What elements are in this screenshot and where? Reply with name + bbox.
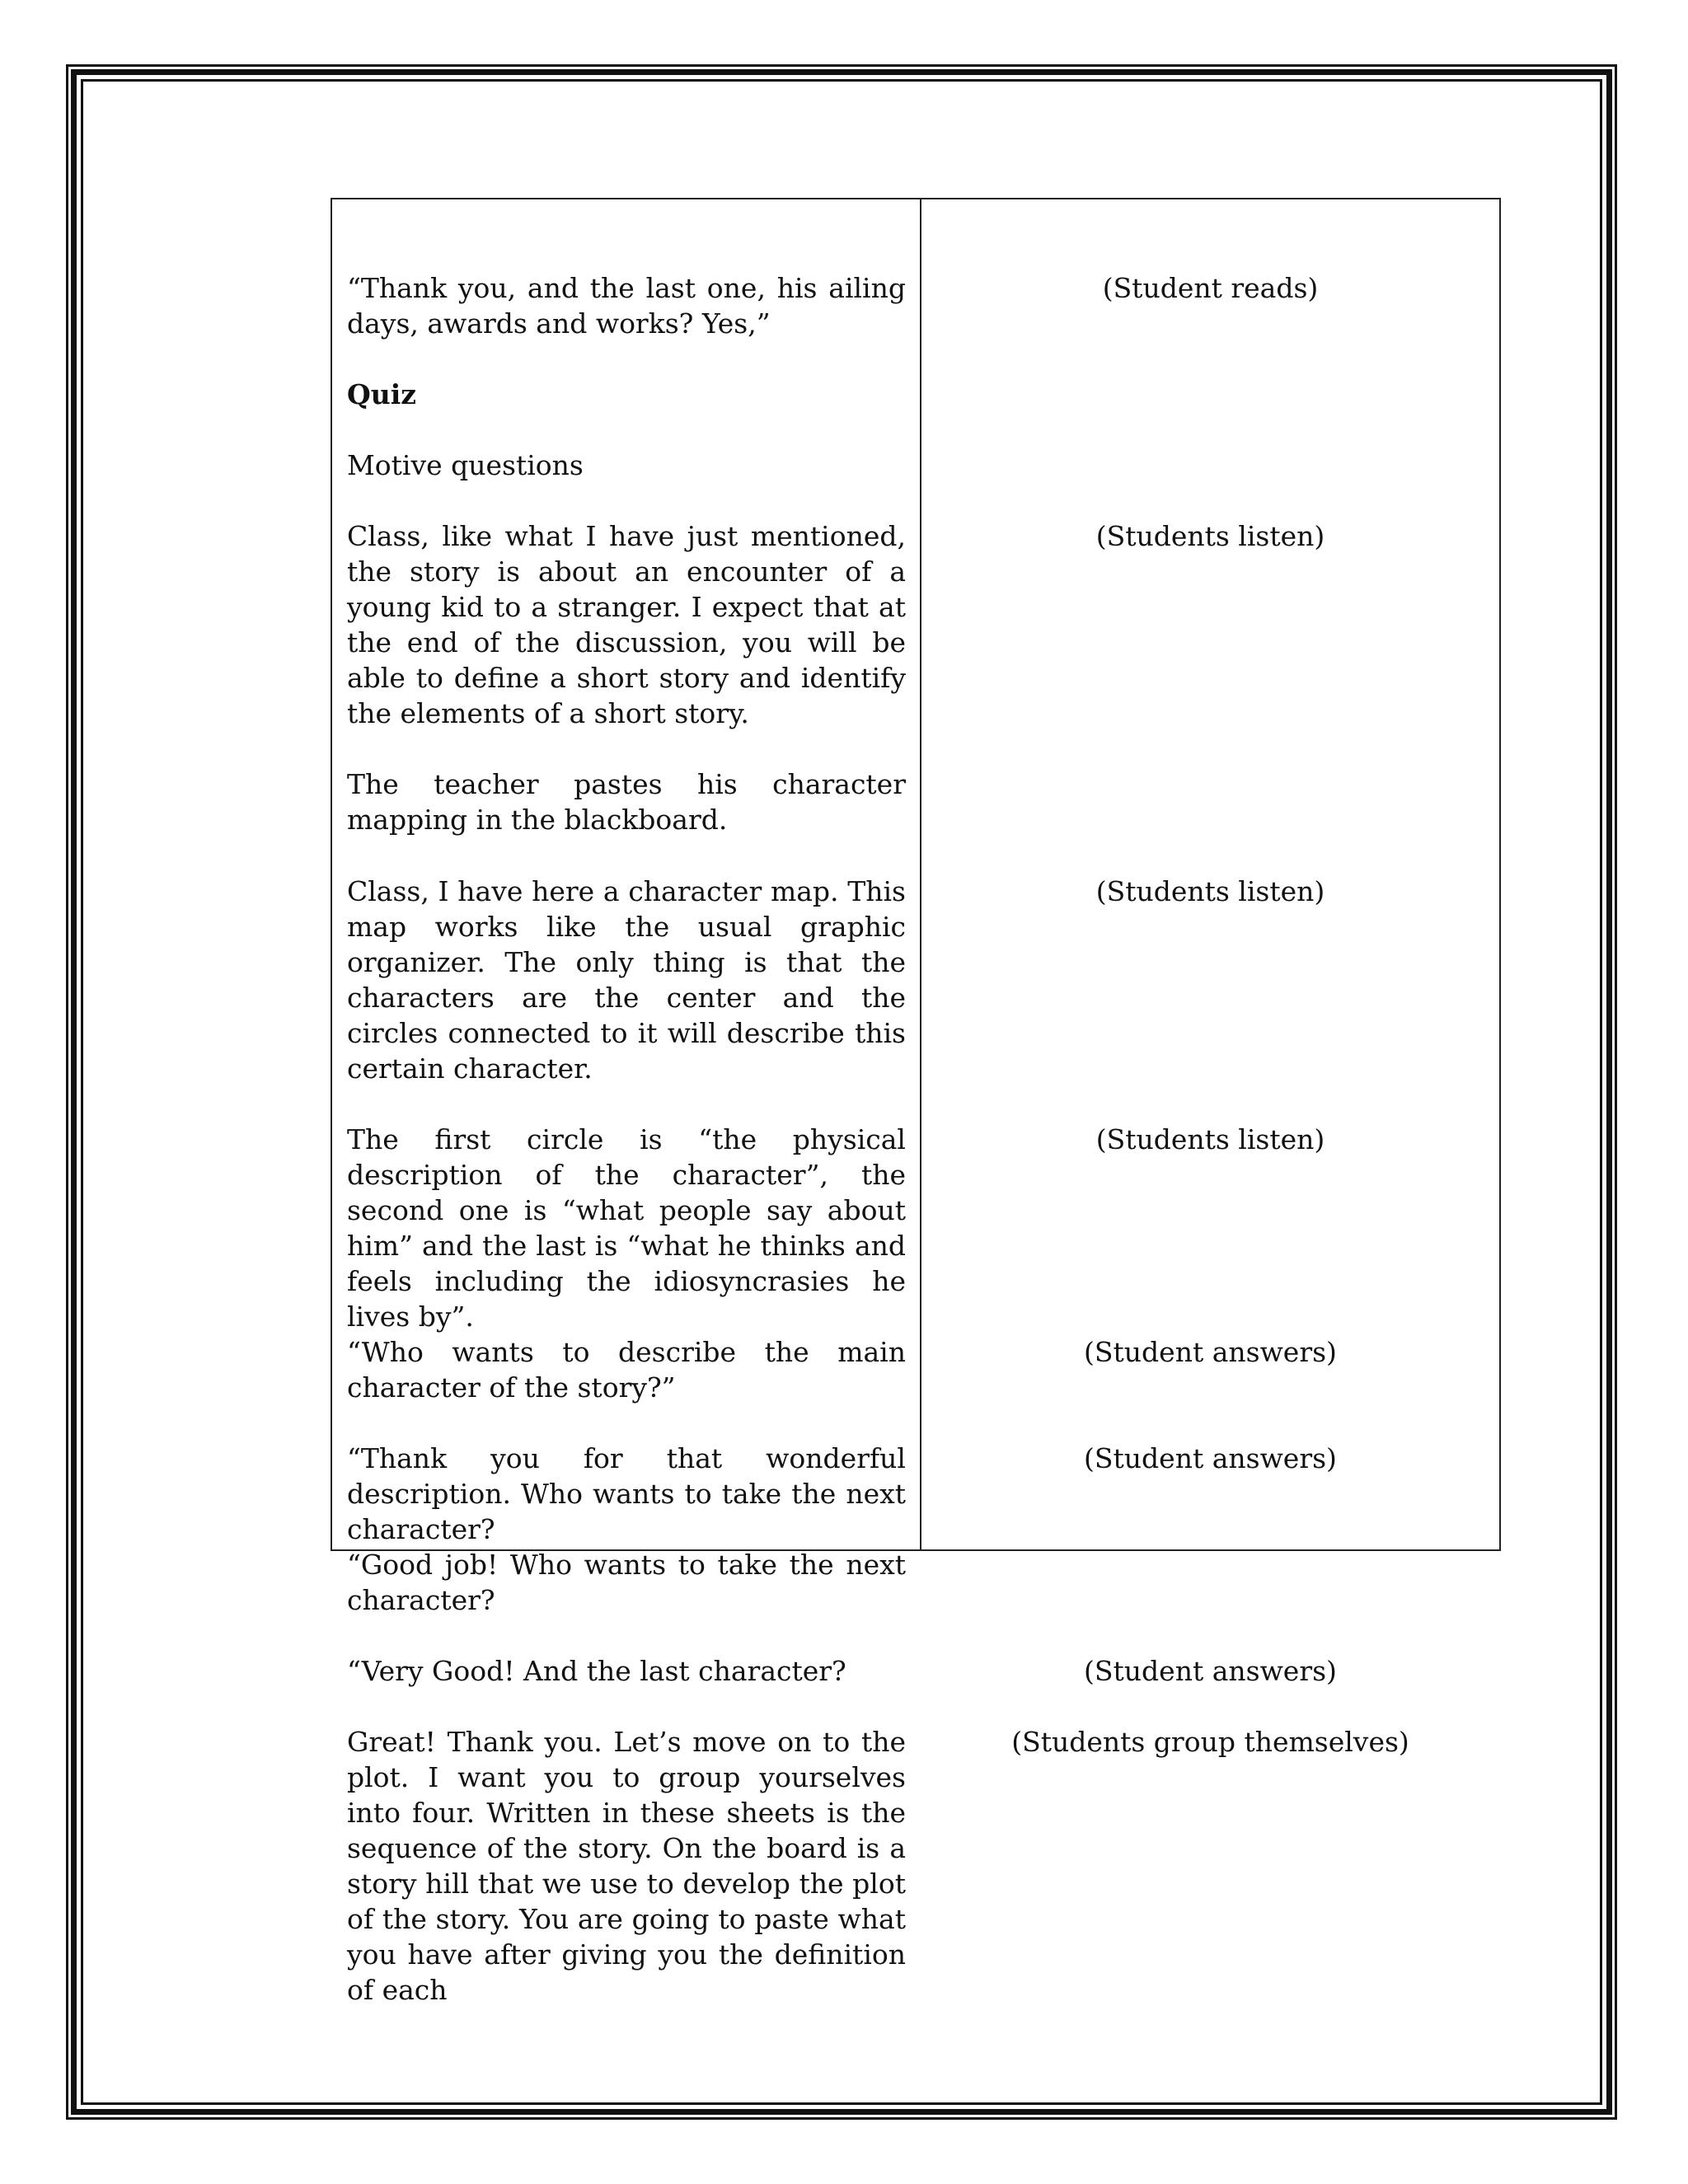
lesson-plan-table: [331, 198, 1501, 2006]
teacher-line-story-objectives: Class, like what I have just mentioned, the story is about an encounter of a young kid to a stranger. I expect that at the end of the discussion, you will be able to define a short story and identify the elements of a short story.: [347, 520, 906, 729]
student-response: (Student answers): [1084, 1655, 1337, 1687]
student-response: (Students listen): [1095, 875, 1325, 907]
student-response: (Students group themselves): [1011, 1726, 1409, 1758]
teacher-line-good-job: “Good job! Who wants to take the next character?: [347, 1549, 906, 1616]
student-response: (Students listen): [1095, 1123, 1325, 1155]
motive-questions-label: Motive questions: [347, 449, 584, 481]
teacher-activity-column: [332, 199, 921, 2006]
quiz-heading: Quiz: [347, 378, 417, 410]
student-response: (Students listen): [1095, 520, 1325, 552]
teacher-line-next-character: “Thank you for that wonderful description. Who wants to take the next character?: [347, 1442, 906, 1545]
teacher-line-main-character: “Who wants to describe the main character of the story?”: [347, 1336, 906, 1404]
student-response: (Student reads): [1102, 272, 1319, 304]
student-activity-column: [921, 199, 1499, 1758]
student-response: (Student answers): [1084, 1336, 1337, 1368]
teacher-line-pastes-map: The teacher pastes his character mapping in the blackboard.: [347, 768, 906, 836]
teacher-line-last-character: “Very Good! And the last character?: [347, 1655, 846, 1687]
teacher-line-ailing-days: “Thank you, and the last one, his ailing days, awards and works? Yes,”: [347, 272, 906, 340]
teacher-line-character-map: Class, I have here a character map. This map works like the usual graphic organizer. The only thing is that the characters are the center and the circles connected to it will describe this certain character.: [347, 875, 906, 1085]
student-response: (Student answers): [1084, 1442, 1337, 1474]
teacher-line-circles: The first circle is “the physical description of the character”, the second one is “what people say about him” and the last is “what he thinks and feels including the idiosyncrasies he lives by”.: [347, 1123, 906, 1333]
teacher-line-plot-groups: Great! Thank you. Let’s move on to the plot. I want you to group yourselves into four. Written in these sheets is the sequence of the story. On the board is a story hill that we use to develop the plot of the story. You are going to paste what you have after giving you the definition of each: [347, 1726, 906, 2006]
